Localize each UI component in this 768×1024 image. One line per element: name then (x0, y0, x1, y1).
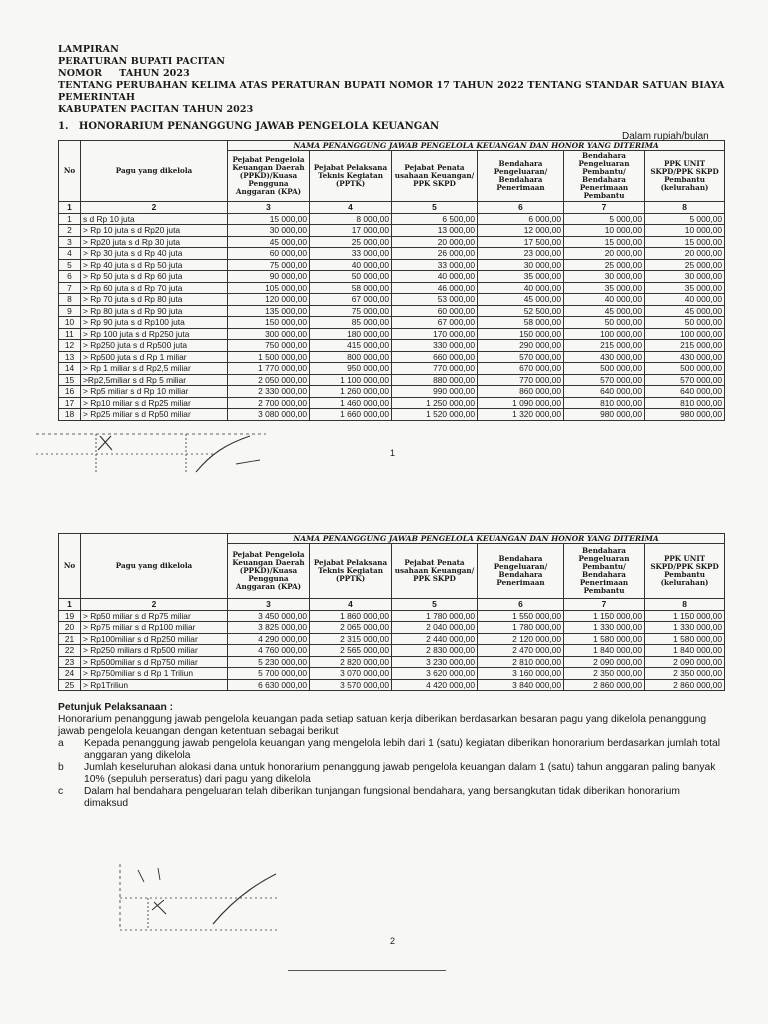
row-pagu: > Rp100miliar s d Rp250 miliar (81, 633, 228, 645)
col-index: 5 (392, 202, 478, 214)
row-amount: 2 350 000,00 (564, 668, 645, 680)
row-amount: 640 000,00 (645, 386, 725, 398)
row-amount: 10 000,00 (564, 225, 645, 237)
row-amount: 1 840 000,00 (645, 645, 725, 657)
row-amount: 3 080 000,00 (228, 409, 310, 421)
row-pagu: > Rp 1 miliar s d Rp2,5 miliar (81, 363, 228, 375)
row-amount: 10 000,00 (645, 225, 725, 237)
row-amount: 30 000,00 (228, 225, 310, 237)
row-amount: 30 000,00 (564, 271, 645, 283)
col-header-c6: Bendahara Pengeluaran/ Bendahara Penerimaan (478, 544, 564, 599)
row-amount: 8 000,00 (310, 213, 392, 225)
row-amount: 6 630 000,00 (228, 679, 310, 691)
row-number: 4 (59, 248, 81, 260)
row-amount: 105 000,00 (228, 282, 310, 294)
row-number: 15 (59, 374, 81, 386)
col-index: 4 (310, 599, 392, 611)
row-amount: 2 565 000,00 (310, 645, 392, 657)
row-pagu: > Rp500 juta s d Rp 1 miliar (81, 351, 228, 363)
row-amount: 990 000,00 (392, 386, 478, 398)
row-pagu: > Rp500miliar s d Rp750 miliar (81, 656, 228, 668)
row-number: 7 (59, 282, 81, 294)
row-amount: 67 000,00 (392, 317, 478, 329)
row-amount: 1 520 000,00 (392, 409, 478, 421)
col-header-group: NAMA PENANGGUNG JAWAB PENGELOLA KEUANGAN DAN HONOR YANG DITERIMA (228, 141, 725, 151)
row-amount: 2 315 000,00 (310, 633, 392, 645)
row-amount: 17 500,00 (478, 236, 564, 248)
header-number: NOMOR TAHUN 2023 (58, 68, 190, 79)
row-amount: 2 860 000,00 (645, 679, 725, 691)
row-amount: 860 000,00 (478, 386, 564, 398)
row-amount: 1 660 000,00 (310, 409, 392, 421)
row-amount: 52 500,00 (478, 305, 564, 317)
row-amount: 670 000,00 (478, 363, 564, 375)
row-amount: 120 000,00 (228, 294, 310, 306)
row-amount: 330 000,00 (392, 340, 478, 352)
table-row (59, 294, 725, 306)
row-amount: 880 000,00 (392, 374, 478, 386)
row-amount: 810 000,00 (564, 397, 645, 409)
row-pagu: s d Rp 10 juta (81, 213, 228, 225)
row-amount: 45 000,00 (478, 294, 564, 306)
col-index: 5 (392, 599, 478, 611)
row-pagu: > Rp5 miliar s d Rp 10 miliar (81, 386, 228, 398)
row-amount: 2 050 000,00 (228, 374, 310, 386)
row-amount: 75 000,00 (228, 259, 310, 271)
row-amount: 6 500,00 (392, 213, 478, 225)
row-pagu: > Rp 50 juta s d Rp 60 juta (81, 271, 228, 283)
table-row (59, 668, 725, 680)
row-amount: 1 780 000,00 (478, 622, 564, 634)
table-row (59, 328, 725, 340)
row-amount: 6 000,00 (478, 213, 564, 225)
row-amount: 30 000,00 (478, 259, 564, 271)
row-amount: 17 000,00 (310, 225, 392, 237)
row-amount: 290 000,00 (478, 340, 564, 352)
row-amount: 2 440 000,00 (392, 633, 478, 645)
row-number: 5 (59, 259, 81, 271)
row-amount: 33 000,00 (392, 259, 478, 271)
table-row (59, 397, 725, 409)
row-number: 9 (59, 305, 81, 317)
row-amount: 1 860 000,00 (310, 610, 392, 622)
row-amount: 5 000,00 (564, 213, 645, 225)
row-number: 8 (59, 294, 81, 306)
initials-stamp-1 (36, 424, 276, 486)
table-row (59, 351, 725, 363)
row-amount: 500 000,00 (564, 363, 645, 375)
row-amount: 4 290 000,00 (228, 633, 310, 645)
row-amount: 2 700 000,00 (228, 397, 310, 409)
row-amount: 3 160 000,00 (478, 668, 564, 680)
col-index: 8 (645, 202, 725, 214)
row-amount: 3 070 000,00 (310, 668, 392, 680)
row-amount: 90 000,00 (228, 271, 310, 283)
row-number: 18 (59, 409, 81, 421)
honorarium-table-2 (58, 533, 725, 691)
row-amount: 2 860 000,00 (564, 679, 645, 691)
header-regulation: PERATURAN BUPATI PACITAN (58, 56, 226, 67)
col-index: 4 (310, 202, 392, 214)
col-header-pagu: Pagu yang dikelola (81, 534, 228, 599)
row-amount: 20 000,00 (564, 248, 645, 260)
row-amount: 415 000,00 (310, 340, 392, 352)
row-amount: 800 000,00 (310, 351, 392, 363)
row-amount: 20 000,00 (645, 248, 725, 260)
row-amount: 2 040 000,00 (392, 622, 478, 634)
initials-stamp-2 (118, 858, 288, 936)
row-amount: 58 000,00 (478, 317, 564, 329)
header-lampiran: LAMPIRAN (58, 44, 119, 55)
row-number: 17 (59, 397, 81, 409)
row-amount: 215 000,00 (564, 340, 645, 352)
row-number: 20 (59, 622, 81, 634)
row-amount: 50 000,00 (645, 317, 725, 329)
col-index: 6 (478, 202, 564, 214)
row-amount: 980 000,00 (564, 409, 645, 421)
row-amount: 67 000,00 (310, 294, 392, 306)
col-header-c4: Pejabat Pelaksana Teknis Kegiatan (PPTK) (310, 151, 392, 202)
row-amount: 3 570 000,00 (310, 679, 392, 691)
row-amount: 5 700 000,00 (228, 668, 310, 680)
honorarium-table-1 (58, 140, 725, 421)
row-amount: 430 000,00 (645, 351, 725, 363)
row-amount: 1 770 000,00 (228, 363, 310, 375)
table-row (59, 317, 725, 329)
row-amount: 770 000,00 (478, 374, 564, 386)
row-pagu: > Rp10 miliar s d Rp25 miliar (81, 397, 228, 409)
col-index: 3 (228, 599, 310, 611)
col-index: 8 (645, 599, 725, 611)
col-header-no: No (59, 534, 81, 599)
col-index: 2 (81, 599, 228, 611)
row-number: 10 (59, 317, 81, 329)
row-amount: 60 000,00 (228, 248, 310, 260)
table-row (59, 259, 725, 271)
section-title: 1. HONORARIUM PENANGGUNG JAWAB PENGELOLA KEUANGAN (58, 121, 440, 132)
row-number: 24 (59, 668, 81, 680)
notes-item-letter: c (58, 786, 64, 797)
row-pagu: > Rp 30 juta s d Rp 40 juta (81, 248, 228, 260)
row-amount: 1 580 000,00 (645, 633, 725, 645)
row-number: 12 (59, 340, 81, 352)
row-pagu: >Rp2,5miliar s d Rp 5 miliar (81, 374, 228, 386)
row-amount: 100 000,00 (564, 328, 645, 340)
row-amount: 53 000,00 (392, 294, 478, 306)
row-pagu: > Rp 60 juta s d Rp 70 juta (81, 282, 228, 294)
notes-item-text: Kepada penanggung jawab pengelola keuangan yang mengelola lebih dari 1 (satu) kegiatan diberikan honorarium berdasarkan jumlah total anggaran yang dikelola (84, 738, 720, 761)
row-amount: 1 330 000,00 (645, 622, 725, 634)
col-index: 1 (59, 202, 81, 214)
row-amount: 3 620 000,00 (392, 668, 478, 680)
notes-item-letter: b (58, 762, 64, 773)
row-amount: 215 000,00 (645, 340, 725, 352)
row-amount: 5 230 000,00 (228, 656, 310, 668)
row-amount: 35 000,00 (478, 271, 564, 283)
row-amount: 75 000,00 (310, 305, 392, 317)
row-amount: 300 000,00 (228, 328, 310, 340)
col-header-c6: Bendahara Pengeluaran/ Bendahara Penerimaan (478, 151, 564, 202)
notes-item-letter: a (58, 738, 64, 749)
row-amount: 660 000,00 (392, 351, 478, 363)
row-amount: 1 250 000,00 (392, 397, 478, 409)
row-amount: 33 000,00 (310, 248, 392, 260)
notes-title: Petunjuk Pelaksanaan : (58, 702, 174, 713)
row-amount: 1 150 000,00 (645, 610, 725, 622)
row-amount: 1 580 000,00 (564, 633, 645, 645)
row-number: 22 (59, 645, 81, 657)
row-amount: 50 000,00 (564, 317, 645, 329)
table-row (59, 622, 725, 634)
row-amount: 4 760 000,00 (228, 645, 310, 657)
page-number-2: 2 (390, 936, 396, 946)
row-amount: 1 460 000,00 (310, 397, 392, 409)
col-header-c4: Pejabat Pelaksana Teknis Kegiatan (PPTK) (310, 544, 392, 599)
table-row (59, 282, 725, 294)
row-amount: 35 000,00 (645, 282, 725, 294)
row-amount: 50 000,00 (310, 271, 392, 283)
row-amount: 23 000,00 (478, 248, 564, 260)
row-number: 16 (59, 386, 81, 398)
row-pagu: > Rp250 miliars d Rp500 miliar (81, 645, 228, 657)
row-amount: 1 840 000,00 (564, 645, 645, 657)
row-number: 23 (59, 656, 81, 668)
row-amount: 2 820 000,00 (310, 656, 392, 668)
row-amount: 2 330 000,00 (228, 386, 310, 398)
row-amount: 570 000,00 (645, 374, 725, 386)
row-amount: 3 840 000,00 (478, 679, 564, 691)
row-pagu: > Rp 10 juta s d Rp20 juta (81, 225, 228, 237)
row-amount: 13 000,00 (392, 225, 478, 237)
table-row (59, 340, 725, 352)
col-header-c5: Pejabat Penata usahaan Keuangan/ PPK SKPD (392, 544, 478, 599)
row-number: 2 (59, 225, 81, 237)
row-pagu: > Rp 100 juta s d Rp250 juta (81, 328, 228, 340)
col-header-c3: Pejabat Pengelola Keuangan Daerah (PPKD)/Kuasa Pengguna Anggaran (KPA) (228, 151, 310, 202)
row-amount: 430 000,00 (564, 351, 645, 363)
row-amount: 750 000,00 (228, 340, 310, 352)
row-amount: 1 550 000,00 (478, 610, 564, 622)
row-pagu: > Rp 90 juta s d Rp100 juta (81, 317, 228, 329)
row-amount: 1 260 000,00 (310, 386, 392, 398)
table-row (59, 236, 725, 248)
row-amount: 1 500 000,00 (228, 351, 310, 363)
bottom-divider (288, 970, 446, 971)
row-amount: 45 000,00 (564, 305, 645, 317)
header-subject: TENTANG PERUBAHAN KELIMA ATAS PERATURAN BUPATI NOMOR 17 TAHUN 2022 TENTANG STANDAR SATUAN BIAYA PEMERINTAH (58, 80, 725, 103)
table-row (59, 271, 725, 283)
row-amount: 46 000,00 (392, 282, 478, 294)
row-amount: 2 090 000,00 (645, 656, 725, 668)
notes-intro: Honorarium penanggung jawab pengelola keuangan pada setiap satuan kerja diberikan berdasarkan besaran pagu yang dikelola penanggung jawab pengelola keuangan dengan ketentuan sebagai berikut (58, 714, 707, 737)
table-row (59, 248, 725, 260)
row-amount: 25 000,00 (310, 236, 392, 248)
row-pagu: > Rp1Triliun (81, 679, 228, 691)
row-amount: 2 350 000,00 (645, 668, 725, 680)
table-row (59, 645, 725, 657)
row-amount: 1 150 000,00 (564, 610, 645, 622)
row-amount: 810 000,00 (645, 397, 725, 409)
row-amount: 980 000,00 (645, 409, 725, 421)
row-amount: 570 000,00 (478, 351, 564, 363)
col-index: 7 (564, 202, 645, 214)
row-amount: 1 100 000,00 (310, 374, 392, 386)
row-amount: 2 470 000,00 (478, 645, 564, 657)
row-number: 25 (59, 679, 81, 691)
col-header-c8: PPK UNIT SKPD/PPK SKPD Pembantu (kelurahan) (645, 544, 725, 599)
row-amount: 25 000,00 (564, 259, 645, 271)
header-subject-cont: KABUPATEN PACITAN TAHUN 2023 (58, 104, 254, 115)
col-header-no: No (59, 141, 81, 202)
table-row (59, 225, 725, 237)
row-amount: 150 000,00 (478, 328, 564, 340)
row-amount: 2 830 000,00 (392, 645, 478, 657)
row-amount: 20 000,00 (392, 236, 478, 248)
notes-item-text: Jumlah keseluruhan alokasi dana untuk honorarium penanggung jawab pengelola keuangan dalam 1 (satu) tahun anggaran paling banyak 10% (sepuluh perseratus) dari pagu yang dikelola (84, 762, 716, 785)
row-number: 14 (59, 363, 81, 375)
row-number: 1 (59, 213, 81, 225)
col-header-c7: Bendahara Pengeluaran Pembantu/ Bendahara Penerimaan Pembantu (564, 151, 645, 202)
row-pagu: > Rp750miliar s d Rp 1 Triliun (81, 668, 228, 680)
row-amount: 2 120 000,00 (478, 633, 564, 645)
notes-item (58, 786, 726, 810)
page-number-1: 1 (390, 448, 396, 458)
row-amount: 3 825 000,00 (228, 622, 310, 634)
table-row (59, 656, 725, 668)
row-pagu: > Rp 70 juta s d Rp 80 juta (81, 294, 228, 306)
row-amount: 40 000,00 (645, 294, 725, 306)
row-amount: 170 000,00 (392, 328, 478, 340)
row-amount: 85 000,00 (310, 317, 392, 329)
row-amount: 180 000,00 (310, 328, 392, 340)
row-amount: 1 780 000,00 (392, 610, 478, 622)
row-amount: 60 000,00 (392, 305, 478, 317)
row-amount: 150 000,00 (228, 317, 310, 329)
col-index: 6 (478, 599, 564, 611)
table-row (59, 610, 725, 622)
row-number: 21 (59, 633, 81, 645)
row-pagu: > Rp50 miliar s d Rp75 miliar (81, 610, 228, 622)
col-index: 1 (59, 599, 81, 611)
row-amount: 45 000,00 (645, 305, 725, 317)
col-index: 3 (228, 202, 310, 214)
row-amount: 5 000,00 (645, 213, 725, 225)
document-header (58, 44, 768, 116)
row-pagu: > Rp 80 juta s d Rp 90 juta (81, 305, 228, 317)
table-row (59, 633, 725, 645)
row-amount: 570 000,00 (564, 374, 645, 386)
row-amount: 35 000,00 (564, 282, 645, 294)
row-amount: 15 000,00 (564, 236, 645, 248)
notes-item (58, 738, 726, 762)
row-amount: 25 000,00 (645, 259, 725, 271)
table-row (59, 363, 725, 375)
row-amount: 770 000,00 (392, 363, 478, 375)
row-amount: 40 000,00 (392, 271, 478, 283)
row-amount: 135 000,00 (228, 305, 310, 317)
row-number: 19 (59, 610, 81, 622)
col-header-group: NAMA PENANGGUNG JAWAB PENGELOLA KEUANGAN DAN HONOR YANG DITERIMA (228, 534, 725, 544)
row-amount: 2 065 000,00 (310, 622, 392, 634)
row-amount: 45 000,00 (228, 236, 310, 248)
col-header-c7: Bendahara Pengeluaran Pembantu/ Bendahara Penerimaan Pembantu (564, 544, 645, 599)
row-amount: 58 000,00 (310, 282, 392, 294)
col-header-c3: Pejabat Pengelola Keuangan Daerah (PPKD)/Kuasa Pengguna Anggaran (KPA) (228, 544, 310, 599)
row-amount: 500 000,00 (645, 363, 725, 375)
table-row (59, 374, 725, 386)
table-row (59, 679, 725, 691)
col-header-pagu: Pagu yang dikelola (81, 141, 228, 202)
col-header-c5: Pejabat Penata usahaan Keuangan/ PPK SKPD (392, 151, 478, 202)
notes-item-text: Dalam hal bendahara pengeluaran telah diberikan tunjangan fungsional bendahara, yang bersangkutan tidak diberikan honorarium dimaksud (84, 786, 680, 809)
row-amount: 15 000,00 (645, 236, 725, 248)
table-row (59, 213, 725, 225)
table-row (59, 305, 725, 317)
row-number: 11 (59, 328, 81, 340)
unit-note: Dalam rupiah/bulan (622, 131, 709, 142)
row-amount: 2 810 000,00 (478, 656, 564, 668)
row-amount: 950 000,00 (310, 363, 392, 375)
implementation-notes (58, 702, 726, 810)
row-amount: 40 000,00 (310, 259, 392, 271)
row-amount: 26 000,00 (392, 248, 478, 260)
row-amount: 3 230 000,00 (392, 656, 478, 668)
row-amount: 4 420 000,00 (392, 679, 478, 691)
col-header-c8: PPK UNIT SKPD/PPK SKPD Pembantu (kelurahan) (645, 151, 725, 202)
row-amount: 640 000,00 (564, 386, 645, 398)
row-amount: 30 000,00 (645, 271, 725, 283)
table-row (59, 386, 725, 398)
row-number: 13 (59, 351, 81, 363)
row-amount: 3 450 000,00 (228, 610, 310, 622)
row-pagu: > Rp 40 juta s d Rp 50 juta (81, 259, 228, 271)
col-index: 7 (564, 599, 645, 611)
row-amount: 12 000,00 (478, 225, 564, 237)
row-number: 3 (59, 236, 81, 248)
row-amount: 100 000,00 (645, 328, 725, 340)
row-pagu: > Rp250 juta s d Rp500 juta (81, 340, 228, 352)
row-amount: 2 090 000,00 (564, 656, 645, 668)
row-pagu: > Rp25 miliar s d Rp50 miliar (81, 409, 228, 421)
row-pagu: > Rp75 miliar s d Rp100 miliar (81, 622, 228, 634)
table-row (59, 409, 725, 421)
row-amount: 40 000,00 (564, 294, 645, 306)
col-index: 2 (81, 202, 228, 214)
row-amount: 15 000,00 (228, 213, 310, 225)
row-pagu: > Rp20 juta s d Rp 30 juta (81, 236, 228, 248)
row-amount: 40 000,00 (478, 282, 564, 294)
notes-item (58, 762, 726, 786)
row-number: 6 (59, 271, 81, 283)
row-amount: 1 330 000,00 (564, 622, 645, 634)
row-amount: 1 090 000,00 (478, 397, 564, 409)
row-amount: 1 320 000,00 (478, 409, 564, 421)
